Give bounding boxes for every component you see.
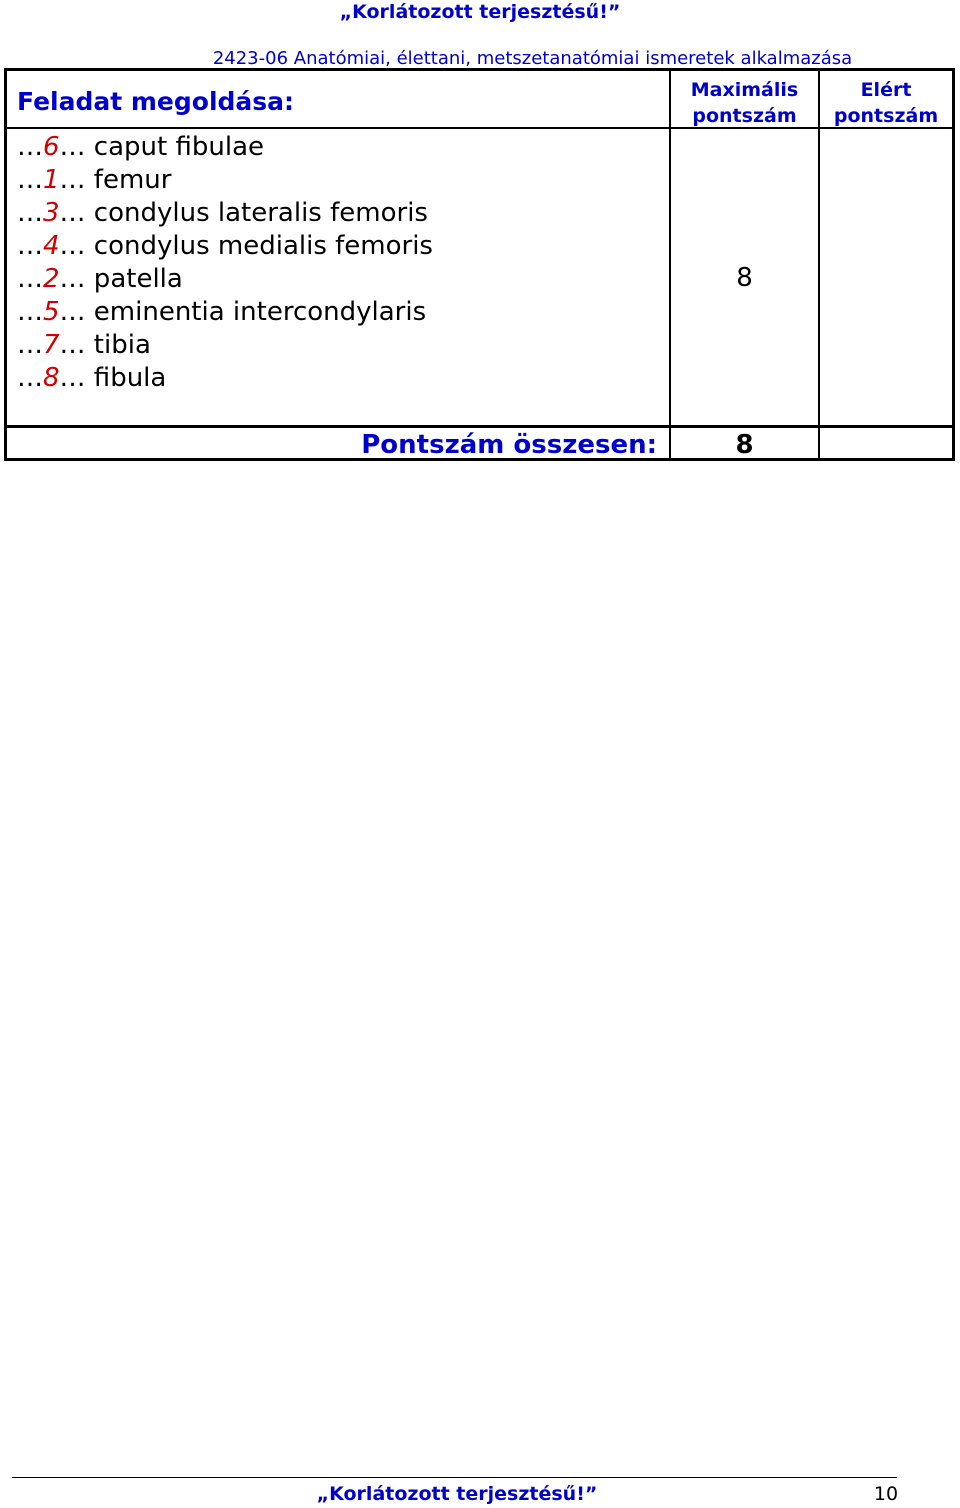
answer-item: …1… femur	[17, 165, 172, 195]
answer-item: …5… eminentia intercondylaris	[17, 297, 427, 327]
module-title: 2423-06 Anatómiai, élettani, metszetanatómiai ismeretek alkalmazása	[150, 48, 915, 71]
answer-item: …7… tibia	[17, 330, 151, 360]
answer-item: …3… condylus lateralis femoris	[17, 198, 428, 228]
answer-number: 5	[43, 297, 60, 327]
column-divider-earned	[818, 71, 820, 458]
distribution-stamp-bottom: „Korlátozott terjesztésű!”	[316, 1483, 598, 1505]
max-points-column-header: Maximális pontszám	[690, 79, 799, 127]
answer-sheet-table	[4, 68, 955, 461]
answer-item: …8… fibula	[17, 363, 167, 393]
answer-item: …6… caput fibulae	[17, 132, 264, 162]
task-solution-heading: Feladat megoldása:	[17, 87, 295, 116]
answer-number: 8	[43, 363, 60, 393]
answer-number: 4	[43, 231, 60, 261]
answer-number: 7	[43, 330, 60, 360]
total-row-divider	[7, 425, 952, 428]
total-points-label: Pontszám összesen:	[361, 430, 657, 460]
distribution-stamp-top: „Korlátozott terjesztésű!”	[339, 1, 621, 23]
answer-number: 6	[43, 132, 60, 162]
total-max-points-value: 8	[735, 430, 754, 460]
earned-points-column-header: Elért pontszám	[833, 79, 939, 127]
answer-number: 1	[43, 165, 60, 195]
answer-number: 2	[43, 264, 60, 294]
answer-item: …4… condylus medialis femoris	[17, 231, 433, 261]
footer-rule	[12, 1477, 897, 1478]
answer-number: 3	[43, 198, 60, 228]
answer-list	[17, 131, 433, 395]
answer-item: …2… patella	[17, 264, 183, 294]
max-points-value: 8	[736, 263, 753, 293]
page-number: 10	[873, 1483, 899, 1505]
